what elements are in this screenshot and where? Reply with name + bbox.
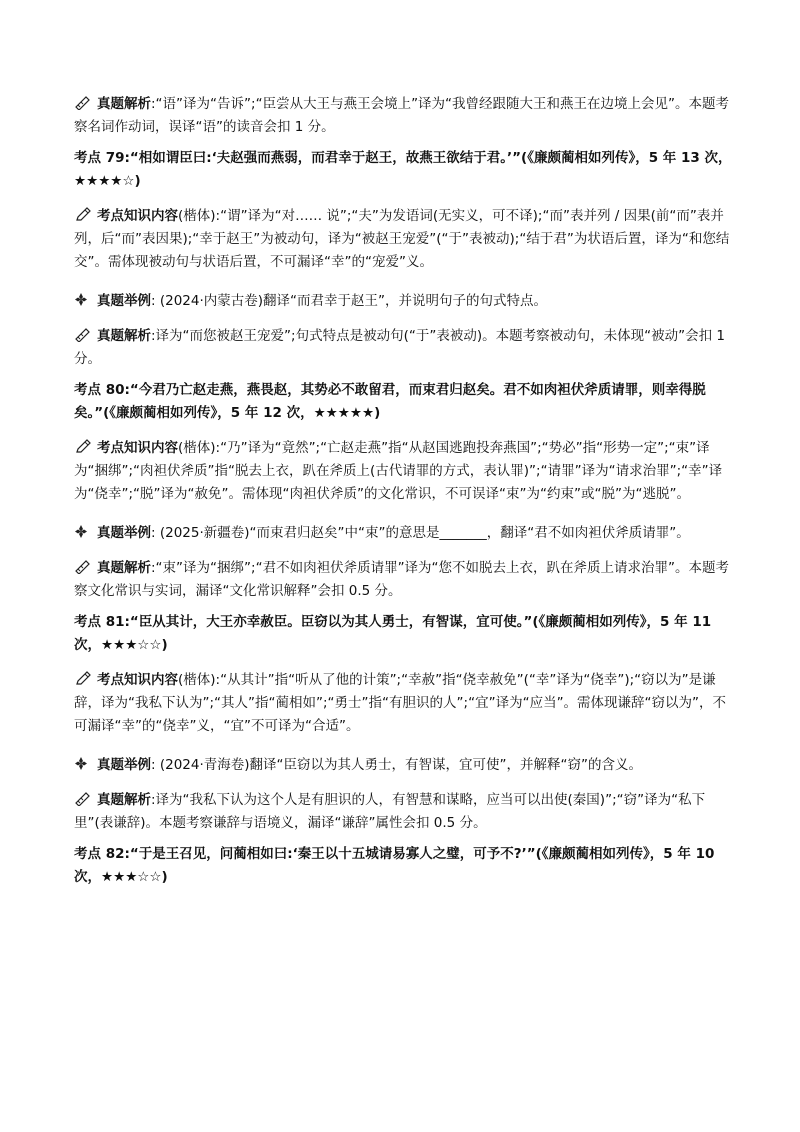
analysis-paragraph [74, 557, 734, 603]
pencil-icon [74, 671, 92, 686]
text: : (2025·新疆卷)“而束君归赵矣”中“束”的意思是_______，翻译“君不如肉袒伏斧质请罪”。 [151, 525, 690, 541]
text: :“语”译为“告诉”;“臣尝从大王与燕王会境上”译为“我曾经跟随大王和燕王在边境上会见”。本题考察名词作动词，误译“语”的读音会扣 1 分。 [74, 96, 730, 135]
label: 考点知识内容 [97, 208, 178, 224]
knowledge-paragraph [74, 669, 734, 738]
kaodian-title: 考点 80:“今君乃亡赵走燕，燕畏赵，其势必不敢留君，而束君归赵矣。君不如肉袒伏斧质请罪，则幸得脱矣。”(《廉颇蔺相如列传》，5 年 12 次，★★★★★) [74, 382, 706, 421]
example-paragraph [74, 522, 734, 545]
diamond-bullet-icon [74, 756, 92, 771]
text: : (2024·青海卷)翻译“臣窃以为其人勇士，有智谋，宜可使”，并解释“窃”的含义。 [151, 757, 642, 773]
text: (楷体):“从其计”指“听从了他的计策”;“幸赦”指“侥幸赦免”(“幸”译为“侥幸”);“窃以为”是谦辞，译为“我私下认为”;“其人”指“蔺相如”;“勇士”指“有胆识的人”;“宜”译为“应当”。需体现谦辞“窃以为”，不可漏译“幸”的“侥幸”义，“宜”不可译为“合适”。 [74, 672, 727, 734]
label: 真题解析 [97, 328, 151, 344]
label: 真题举例 [97, 293, 151, 309]
label: 真题举例 [97, 757, 151, 773]
label: 真题解析 [97, 792, 151, 808]
label: 考点知识内容 [97, 672, 178, 688]
diamond-bullet-icon [74, 292, 92, 307]
label: 真题解析 [97, 560, 151, 576]
ruler-pencil-icon [74, 327, 92, 342]
text: (楷体):“乃”译为“竟然”;“亡赵走燕”指“从赵国逃跑投奔燕国”;“势必”指“形势一定”;“束”译为“捆绑”;“肉袒伏斧质”指“脱去上衣，趴在斧质上(古代请罪的方式，表认罪)”;“请罪”译为“请求治罪”;“幸”译为“侥幸”;“脱”译为“赦免”。需体现“肉袒伏斧质”的文化常识，不可误译“束”为“约束”或“脱”为“逃脱”。 [74, 440, 723, 502]
kaodian-title: 考点 82:“于是王召见，问蔺相如曰:‘秦王以十五城请易寡人之璧，可予不?’”(《廉颇蔺相如列传》，5 年 10 次，★★★☆☆) [74, 846, 715, 885]
ruler-pencil-icon [74, 95, 92, 110]
document-body [74, 93, 734, 889]
text: (楷体):“谓”译为“对…… 说”;“夫”为发语词(无实义，可不译);“而”表并列 / 因果(前“而”表并列，后“而”表因果);“幸于赵王”为被动句，译为“被赵王宠爱”(“于”表被动);“结于君”为状语后置，译为“和您结交”。需体现被动句与状语后置，不可漏译“幸”的“宠爱”义。 [74, 208, 730, 270]
ruler-pencil-icon [74, 791, 92, 806]
knowledge-paragraph [74, 437, 734, 506]
text: :“束”译为“捆绑”;“君不如肉袒伏斧质请罪”译为“您不如脱去上衣，趴在斧质上请求治罪”。本题考察文化常识与实词，漏译“文化常识解释”会扣 0.5 分。 [74, 560, 730, 599]
kaodian-title: 考点 81:“臣从其计，大王亦幸赦臣。臣窃以为其人勇士，有智谋，宜可使。”(《廉颇蔺相如列传》，5 年 11 次，★★★☆☆) [74, 614, 712, 653]
example-paragraph [74, 754, 734, 777]
label: 考点知识内容 [97, 440, 178, 456]
text: :译为“而您被赵王宠爱”;句式特点是被动句(“于”表被动)。本题考察被动句，未体现“被动”会扣 1 分。 [74, 328, 725, 367]
analysis-paragraph [74, 93, 734, 139]
text: :译为“我私下认为这个人是有胆识的人，有智慧和谋略，应当可以出使(秦国)”;“窃”译为“私下里”(表谦辞)。本题考察谦辞与语境义，漏译“谦辞”属性会扣 0.5 分。 [74, 792, 706, 831]
kaodian-title: 考点 79:“相如谓臣曰:‘夫赵强而燕弱，而君幸于赵王，故燕王欲结于君。’”(《廉颇蔺相如列传》，5 年 13 次，★★★★☆) [74, 150, 732, 189]
pencil-icon [74, 207, 92, 222]
diamond-bullet-icon [74, 524, 92, 539]
knowledge-paragraph [74, 205, 734, 274]
analysis-paragraph [74, 325, 734, 371]
example-paragraph [74, 290, 734, 313]
ruler-pencil-icon [74, 559, 92, 574]
pencil-icon [74, 439, 92, 454]
label: 真题举例 [97, 525, 151, 541]
analysis-paragraph [74, 789, 734, 835]
label: 真题解析 [97, 96, 151, 112]
text: : (2024·内蒙古卷)翻译“而君幸于赵王”，并说明句子的句式特点。 [151, 293, 548, 309]
